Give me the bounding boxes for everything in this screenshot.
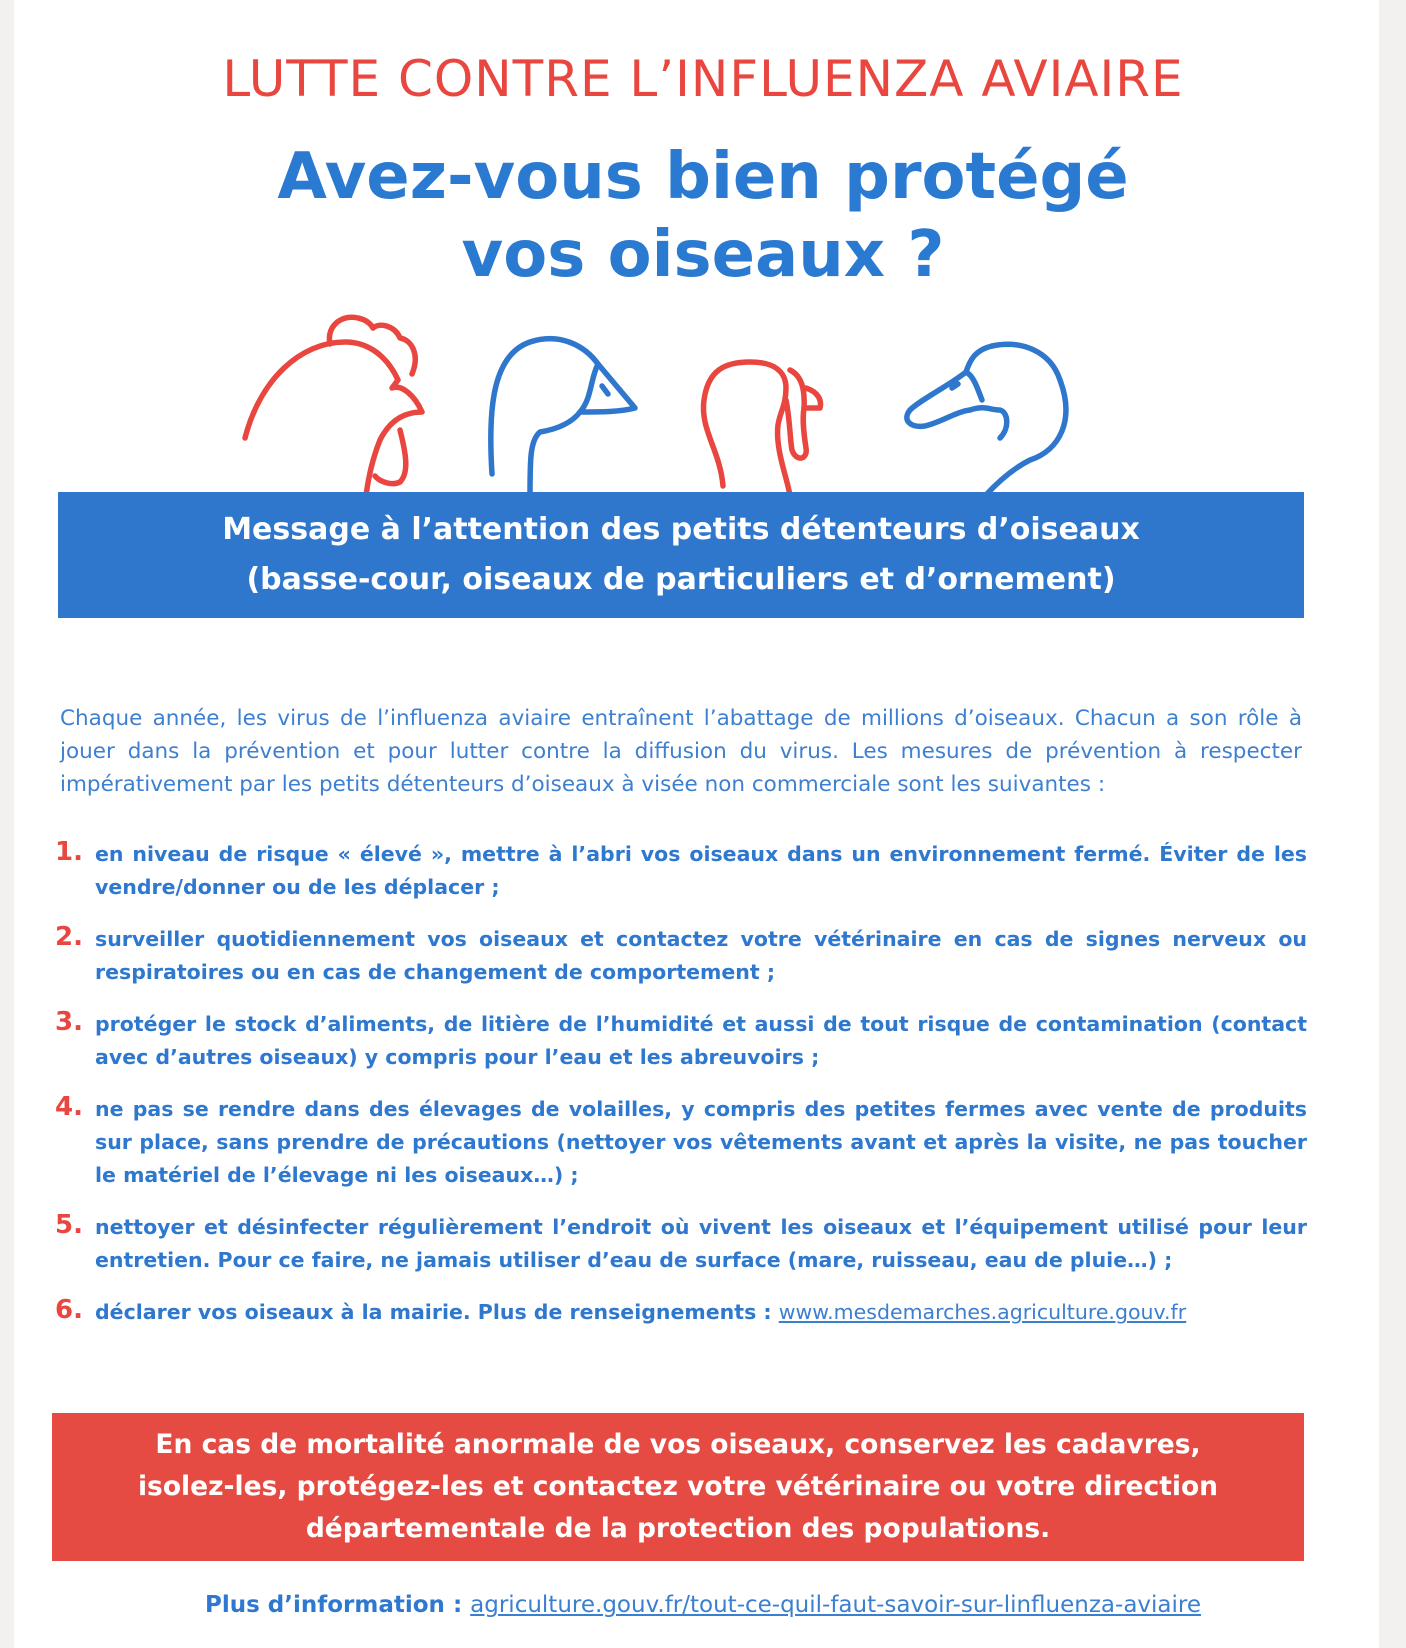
alert-banner-line-3: départementale de la protection des populations. <box>305 1513 1051 1544</box>
measure-text: en niveau de risque « élevé », mettre à l’abri vos oiseaux dans un environnement fermé. Éviter de les vendre/donner ou de les déplacer ; <box>95 842 1307 899</box>
measure-item <box>55 1093 1307 1192</box>
alert-banner-line-2: isolez-les, protégez-les et contactez votre vétérinaire ou votre direction <box>137 1471 1219 1502</box>
goose-icon <box>491 339 635 496</box>
measure-number: 4. <box>55 1092 83 1122</box>
measure-text: surveiller quotidiennement vos oiseaux et contactez votre vétérinaire en cas de signes nerveux ou respiratoires ou en cas de changement de comportement ; <box>95 927 1307 984</box>
measure-number: 5. <box>55 1210 83 1240</box>
more-info-label: Plus d’information : <box>204 1592 471 1618</box>
alert-banner-line-1: En cas de mortalité anormale de vos oiseaux, conservez les cadavres, <box>155 1429 1201 1460</box>
measure-item <box>55 838 1307 904</box>
measure-text: protéger le stock d’aliments, de litière de l’humidité et aussi de tout risque de contamination (contact avec d’autres oiseaux) y compris pour l’eau et les abreuvoirs ; <box>95 1012 1307 1069</box>
measure-number: 2. <box>55 922 83 952</box>
birds-illustration <box>230 300 1090 496</box>
audience-banner <box>58 492 1304 618</box>
audience-banner-line-2: (basse-cour, oiseaux de particuliers et d’ornement) <box>246 562 1116 597</box>
prevention-measures-list <box>55 838 1307 1348</box>
measure-item <box>55 923 1307 989</box>
measure-item <box>55 1296 1307 1329</box>
measure-text: déclarer vos oiseaux à la mairie. Plus de renseignements : <box>95 1300 779 1324</box>
measure-number: 6. <box>55 1295 83 1325</box>
measure-number: 1. <box>55 837 83 867</box>
more-info-link[interactable]: agriculture.gouv.fr/tout-ce-quil-faut-savoir-sur-linfluenza-aviaire <box>470 1592 1202 1618</box>
measure-number: 3. <box>55 1007 83 1037</box>
duck-icon <box>907 344 1066 496</box>
poster-title-line-2: vos oiseaux ? <box>461 218 945 292</box>
alert-banner <box>52 1413 1304 1561</box>
measure-item <box>55 1211 1307 1277</box>
turkey-icon <box>703 362 820 496</box>
measure-item <box>55 1008 1307 1074</box>
measure-text: ne pas se rendre dans des élevages de volailles, y compris des petites fermes avec vente de produits sur place, sans prendre de précautions (nettoyer vos vêtements avant et après la visite, ne pas toucher le matériel de l’élevage ni les oiseaux…) ; <box>95 1097 1307 1187</box>
rooster-icon <box>245 317 422 496</box>
poster-title-line-1: Avez-vous bien protégé <box>277 140 1129 214</box>
more-info-footer <box>0 1592 1406 1618</box>
poster-kicker: LUTTE CONTRE L’INFLUENZA AVIAIRE <box>222 50 1184 108</box>
mesdemarches-link[interactable]: www.mesdemarches.agriculture.gouv.fr <box>778 1300 1187 1324</box>
measure-text: nettoyer et désinfecter régulièrement l’endroit où vivent les oiseaux et l’équipement utilisé pour leur entretien. Pour ce faire, ne jamais utiliser d’eau de surface (mare, ruisseau, eau de pluie…) ; <box>95 1215 1307 1272</box>
intro-paragraph: Chaque année, les virus de l’influenza aviaire entraînent l’abattage de millions d’oiseaux. Chacun a son rôle à jouer dans la prévention et pour lutter contre la diffusion du virus. Les mesures de prévention à respecter impérativement par les petits détenteurs d’oiseaux à visée non commerciale sont les suivantes : <box>60 705 1302 797</box>
audience-banner-line-1: Message à l’attention des petits détenteurs d’oiseaux <box>222 512 1140 547</box>
poster-title <box>0 138 1406 294</box>
